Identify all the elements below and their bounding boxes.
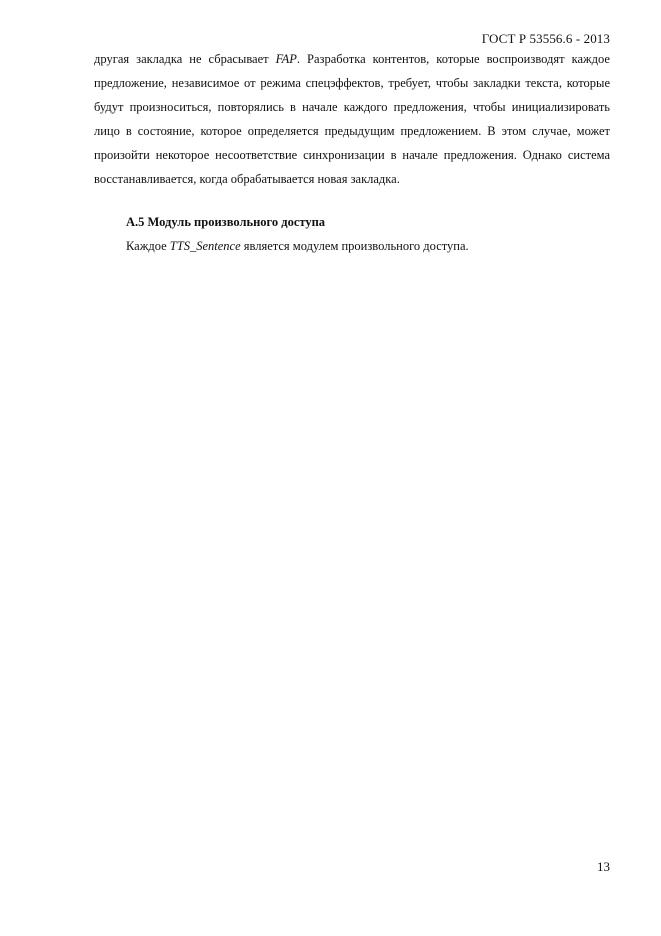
section-text-end: является модулем произвольного доступа.	[240, 239, 469, 253]
section-text-start: Каждое	[126, 239, 170, 253]
paragraph-text-rest: . Разработка контентов, которые воспроизводят каждое предложение, независимое от режима спецэффектов, требует, чтобы закладки текста, которые будут произноситься, повторялись в начале каждого предложения, чтобы инициализировать лицо в состояние, которое определяется предыдущим предложением. В этом случае, может произойти некоторое несоответствие синхронизации в начале предложения. Однако система восстанавливается, когда обрабатывается новая закладка.	[94, 52, 610, 186]
section-a5	[94, 210, 610, 258]
section-heading: А.5 Модуль произвольного доступа	[126, 215, 326, 229]
paragraph-text-start: другая закладка не сбрасывает	[94, 52, 276, 66]
fap-term: FAP	[275, 52, 297, 66]
tts-sentence-term: TTS_Sentence	[169, 239, 241, 253]
document-header: ГОСТ Р 53556.6 - 2013	[481, 31, 610, 46]
body-paragraph	[94, 48, 610, 191]
section-paragraph	[126, 234, 610, 258]
page-number: 13	[597, 859, 610, 874]
